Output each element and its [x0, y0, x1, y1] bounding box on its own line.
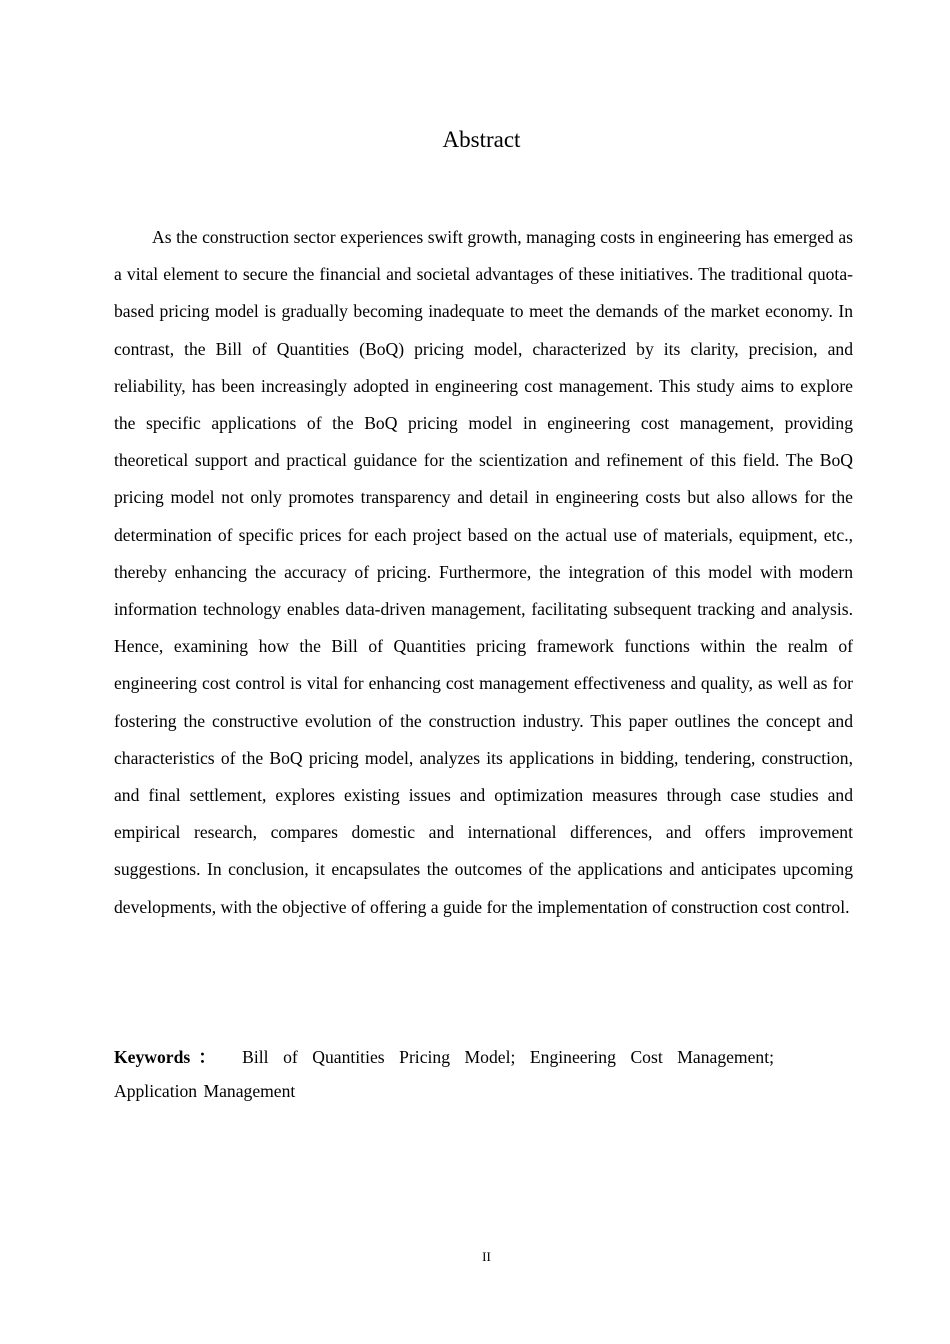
abstract-title: Abstract	[442, 127, 521, 152]
keywords-line	[114, 1040, 774, 1108]
abstract-body: As the construction sector experiences swift growth, managing costs in engineering has emerged as a vital element to secure the financial and societal advantages of these initiatives. The traditional quota-based pricing model is gradually becoming inadequate to meet the demands of the market economy. In contrast, the Bill of Quantities (BoQ) pricing model, characterized by its clarity, precision, and reliability, has been increasingly adopted in engineering cost management. This study aims to explore the specific applications of the BoQ pricing model in engineering cost management, providing theoretical support and practical guidance for the scientization and refinement of this field. The BoQ pricing model not only promotes transparency and detail in engineering costs but also allows for the determination of specific prices for each project based on the actual use of materials, equipment, etc., thereby enhancing the accuracy of pricing. Furthermore, the integration of this model with modern information technology enables data-driven management, facilitating subsequent tracking and analysis. Hence, examining how the Bill of Quantities pricing framework functions within the realm of engineering cost control is vital for enhancing cost management effectiveness and quality, as well as for fostering the constructive evolution of the construction industry. This paper outlines the concept and characteristics of the BoQ pricing model, analyzes its applications in bidding, tendering, construction, and final settlement, explores existing issues and optimization measures through case studies and empirical research, compares domestic and international differences, and offers improvement suggestions. In conclusion, it encapsulates the outcomes of the applications and anticipates upcoming developments, with the objective of offering a guide for the implementation of construction cost control.	[114, 227, 853, 917]
keywords-label: Keywords：	[114, 1047, 225, 1067]
keywords-text: Bill of Quantities Pricing Model; Engineering Cost Management; Application Management	[114, 1047, 774, 1101]
page-number: II	[482, 1249, 491, 1264]
